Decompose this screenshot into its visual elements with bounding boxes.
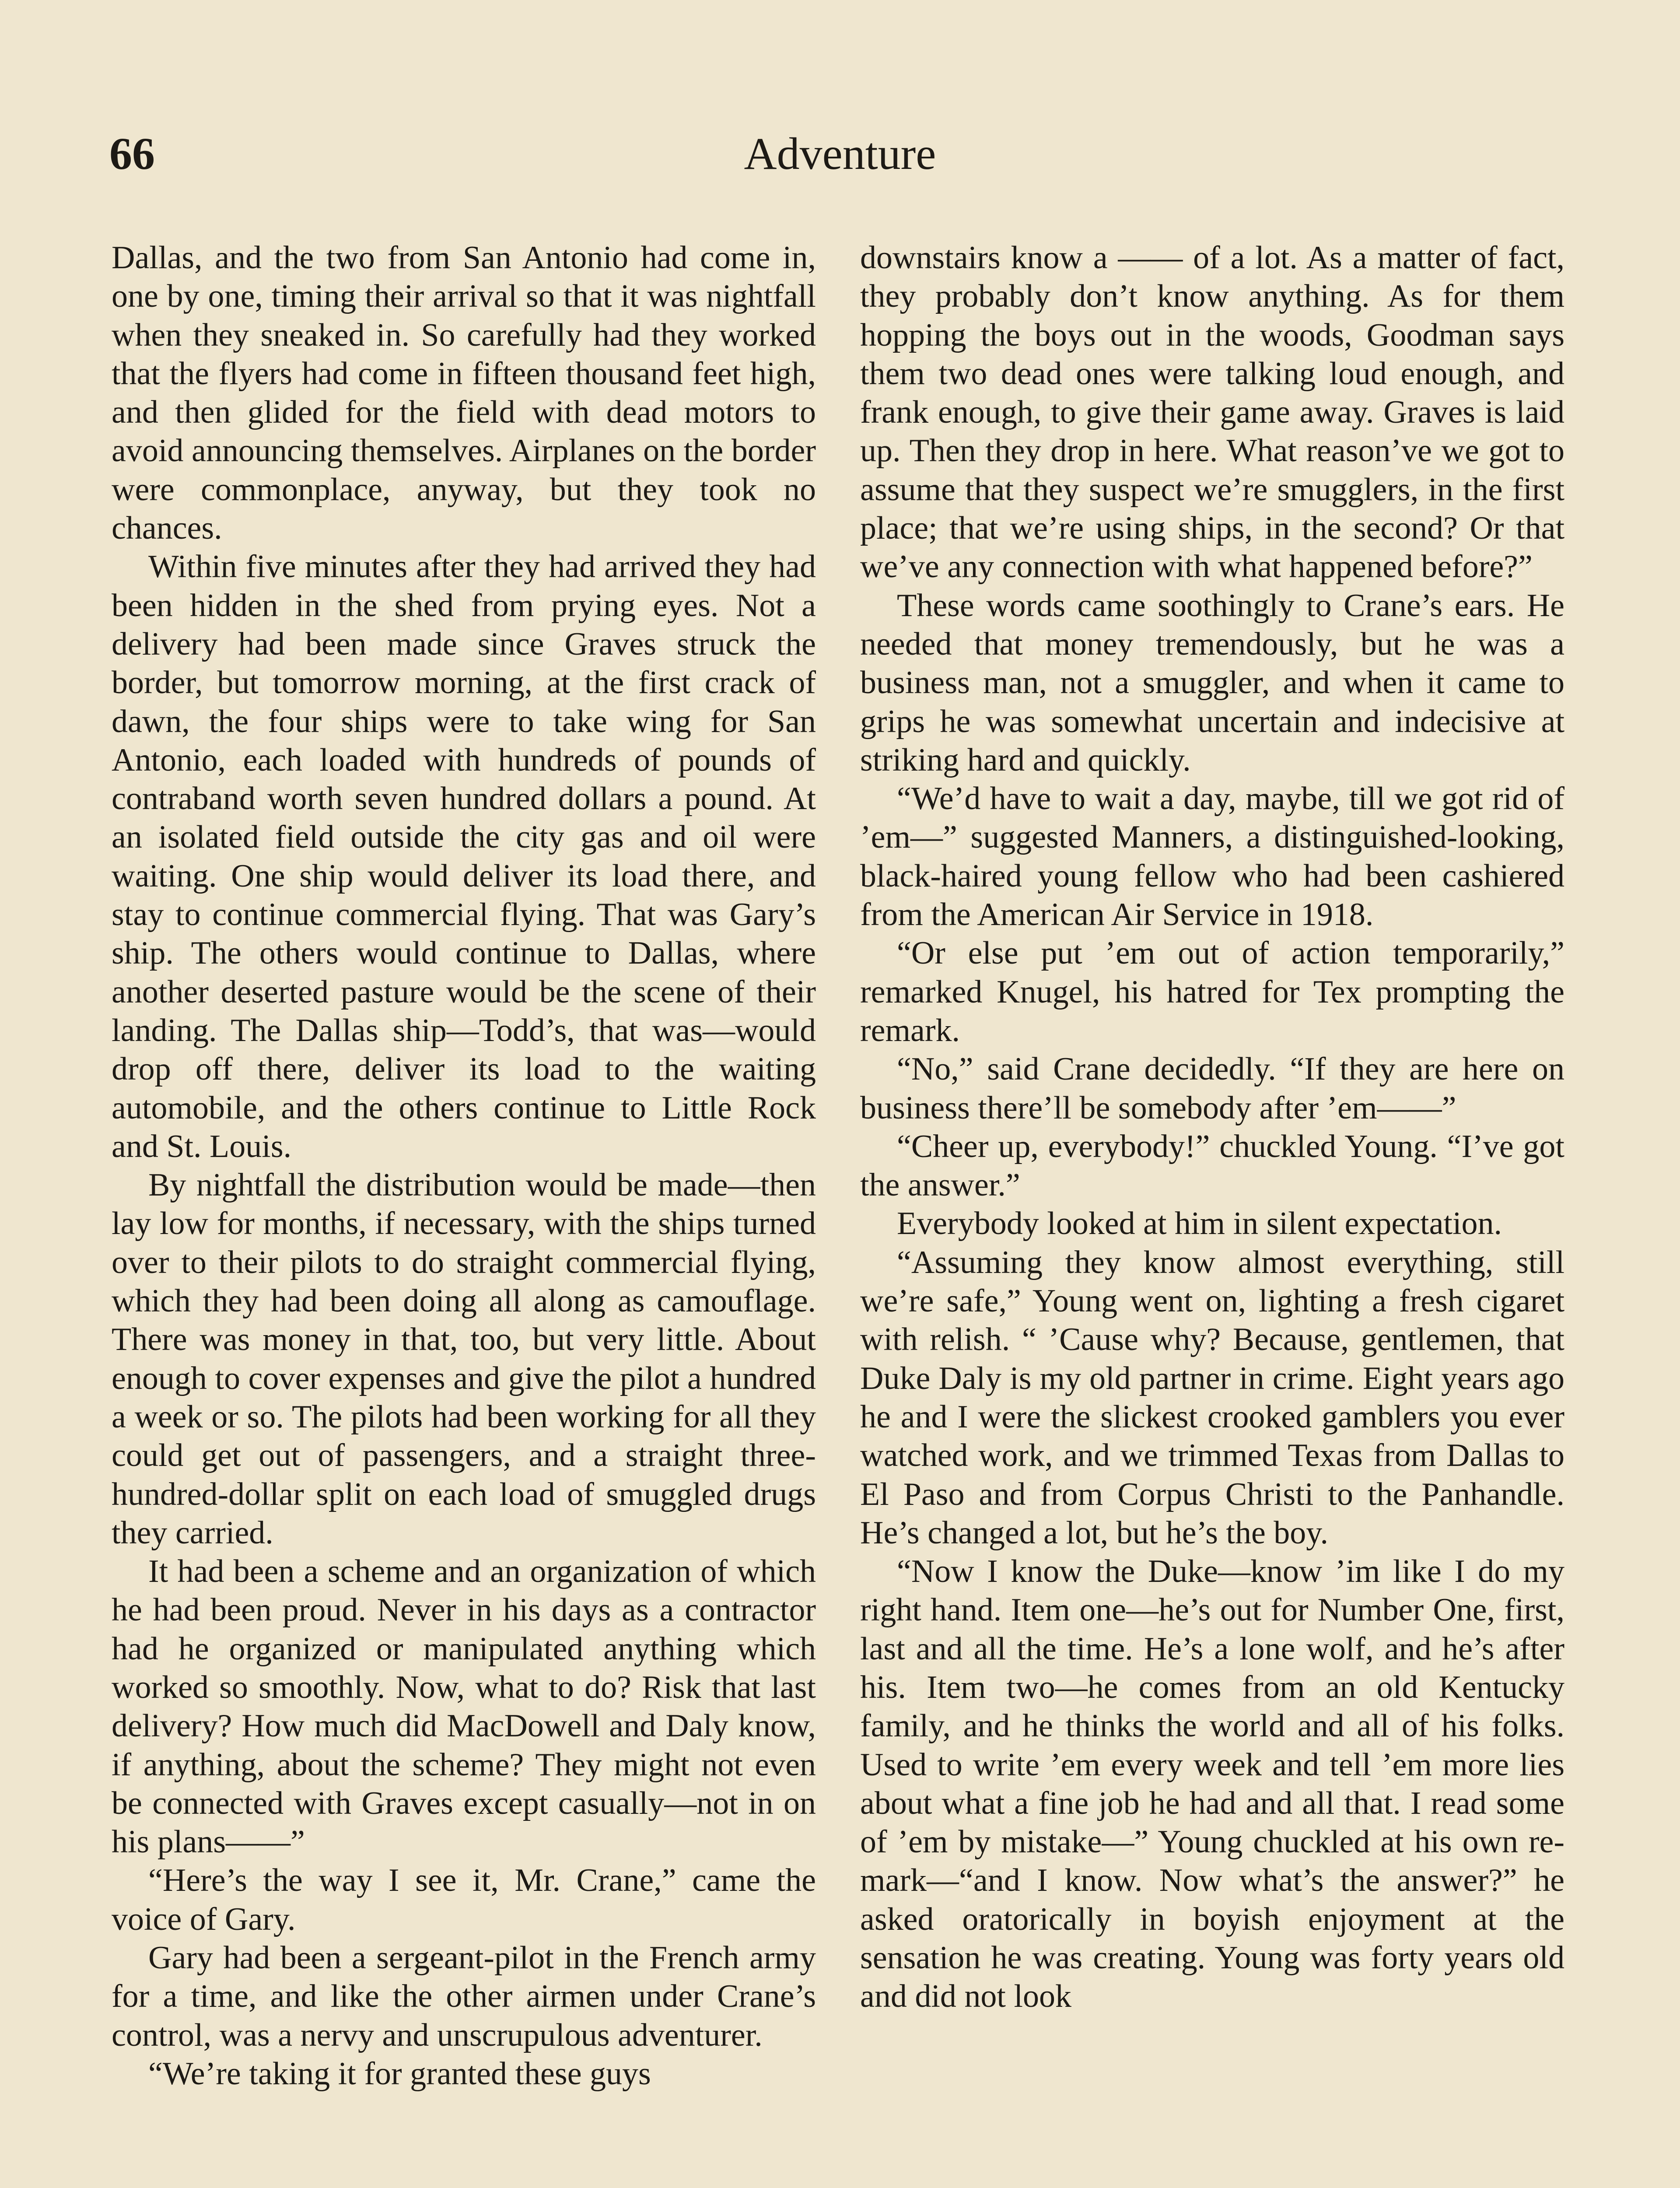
paragraph: These words came soothingly to Crane’s ears. He needed that money tremendously, but he was a business man, not a smuggler, and when it came to grips he was somewhat uncertain and indecisive at striking hard and quickly.	[860, 587, 1564, 778]
paragraph: Within five minutes after they had arrived they had been hidden in the shed from prying eyes. Not a delivery had been made since Graves struck the border, but tomorrow morning, at the first crack of dawn, the four ships were to take wing for San Antonio, each loaded with hundreds of pounds of contraband worth seven hundred dollars a pound. At an isolated field outside the city gas and oil were waiting. One ship would deliver its load there, and stay to continue commercial flying. That was Gary’s ship. The others would continue to Dallas, where another deserted pasture would be the scene of their landing. The Dallas ship—Todd’s, that was—would drop off there, deliver its load to the waiting automobile, and the others continue to Little Rock and St. Louis.	[112, 549, 816, 1164]
paragraph: “Here’s the way I see it, Mr. Crane,” came the voice of Gary.	[112, 1862, 816, 1937]
paragraph: By nightfall the distribution would be made—then lay low for months, if necessary, with the ships turned over to their pilots to do straight commercial flying, which they had been doing all along as camouflage. There was money in that, too, but very little. About enough to cover expenses and give the pilot a hundred a week or so. The pilots had been working for all they could get out of passengers, and a straight three-hundred-dollar split on each load of smuggled drugs they carried.	[112, 1167, 816, 1551]
paragraph: “We’d have to wait a day, maybe, till we got rid of ’em—” suggested Manners, a distinguished-looking, black-haired young fellow who had been cashiered from the American Air Service in 1918.	[860, 781, 1564, 933]
paragraph: “We’re taking it for granted these guys	[148, 2055, 651, 2092]
paragraph: Gary had been a sergeant-pilot in the French army for a time, and like the other airmen under Crane’s control, was a nervy and unscrupulous adventurer.	[112, 1940, 816, 2053]
paragraph: Everybody looked at him in silent expectation.	[897, 1206, 1502, 1242]
paragraph: “No,” said Crane decidedly. “If they are here on business there’ll be somebody after ’em——”	[860, 1051, 1564, 1126]
paragraph: Dallas, and the two from San Antonio had come in, one by one, timing their arrival so that it was nightfall when they sneaked in. So carefully had they worked that the flyers had come in fifteen thousand feet high, and then glided for the field with dead motors to avoid announcing themselves. Airplanes on the border were commonplace, anyway, but they took no chances.	[112, 240, 816, 547]
running-title: Adventure	[744, 129, 936, 179]
paragraph: “Now I know the Duke—know ’im like I do my right hand. Item one—he’s out for Number One, first, last and all the time. He’s a lone wolf, and he’s after his. Item two—he comes from an old Kentucky family, and he thinks the world and all of his folks. Used to write ’em every week and tell ’em more lies about what a fine job he had and all that. I read some of ’em by mistake—” Young chuckled at his own remark—“and I know. Now what’s the answer?” he asked oratorically in boyish enjoyment at the sensation he was creating. Young was forty years old and did not look	[860, 1553, 1564, 2015]
paragraph: It had been a scheme and an organization of which he had been proud. Never in his days as a contractor had he organized or manipulated anything which worked so smoothly. Now, what to do? Risk that last delivery? How much did MacDowell and Daly know, if anything, about the scheme? They might not even be connected with Graves except casually—not in on his plans——”	[112, 1553, 816, 1860]
paragraph: “Assuming they know almost everything, still we’re safe,” Young went on, lighting a fresh cigaret with relish. “ ’Cause why? Because, gentlemen, that Duke Daly is my old partner in crime. Eight years ago he and I were the slickest crooked gamblers you ever watched work, and we trimmed Texas from Dallas to El Paso and from Corpus Christi to the Panhandle. He’s changed a lot, but he’s the boy.	[860, 1244, 1564, 1551]
page-number: 66	[109, 129, 155, 179]
page-header	[0, 0, 1680, 245]
right-column	[860, 238, 1564, 2016]
paragraph: “Or else put ’em out of action temporarily,” remarked Knugel, his hatred for Tex prompting the remark.	[860, 935, 1564, 1048]
paragraph: downstairs know a —— of a lot. As a matter of fact, they probably don’t know anything. As for them hopping the boys out in the woods, Goodman says them two dead ones were talking loud enough, and frank enough, to give their game away. Graves is laid up. Then they drop in here. What reason’ve we got to assume that they suspect we’re smugglers, in the first place; that we’re using ships, in the second? Or that we’ve any connection with what happened before?”	[860, 240, 1564, 585]
paragraph: “Cheer up, everybody!” chuckled Young. “I’ve got the answer.”	[860, 1128, 1564, 1203]
left-column	[112, 238, 816, 2093]
